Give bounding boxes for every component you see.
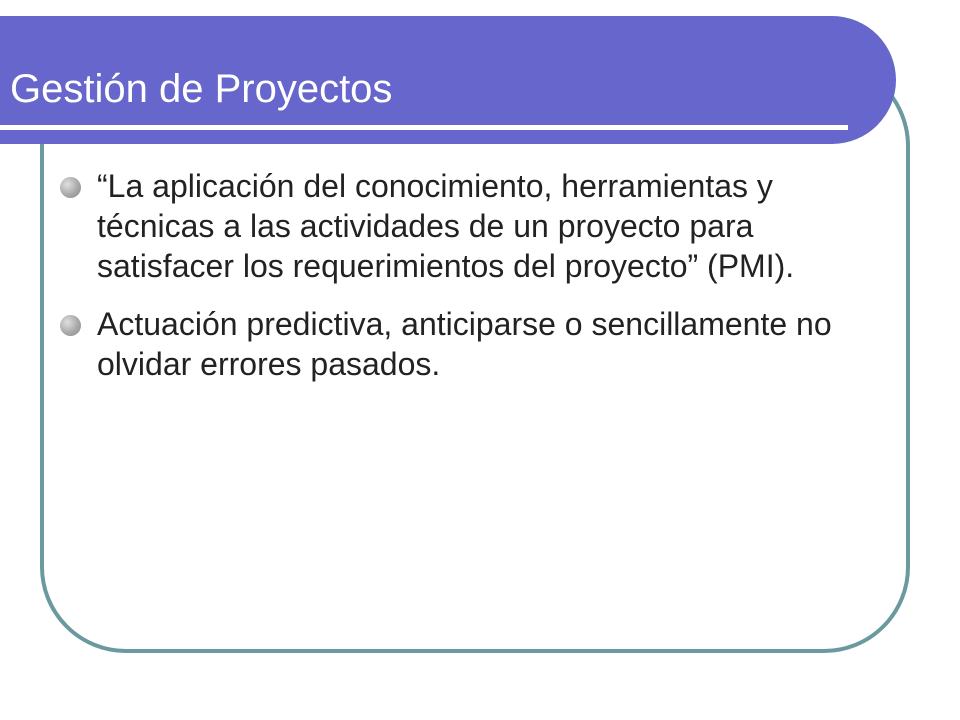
bullet-dot-icon [60,315,81,336]
bullet-text: Actuación predictiva, anticiparse o sencillamente no olvidar errores pasados. [97,306,832,382]
bullet-list [60,166,860,402]
bullet-item [60,304,860,384]
bullet-text: “La aplicación del conocimiento, herramientas y técnicas a las actividades de un proyecto para satisfacer los requerimientos del proyecto” (PMI). [97,168,795,284]
bullet-item [60,166,860,286]
slide-title: Gestión de Proyectos [10,67,393,111]
bullet-dot-icon [60,177,81,198]
title-underline [0,125,848,130]
